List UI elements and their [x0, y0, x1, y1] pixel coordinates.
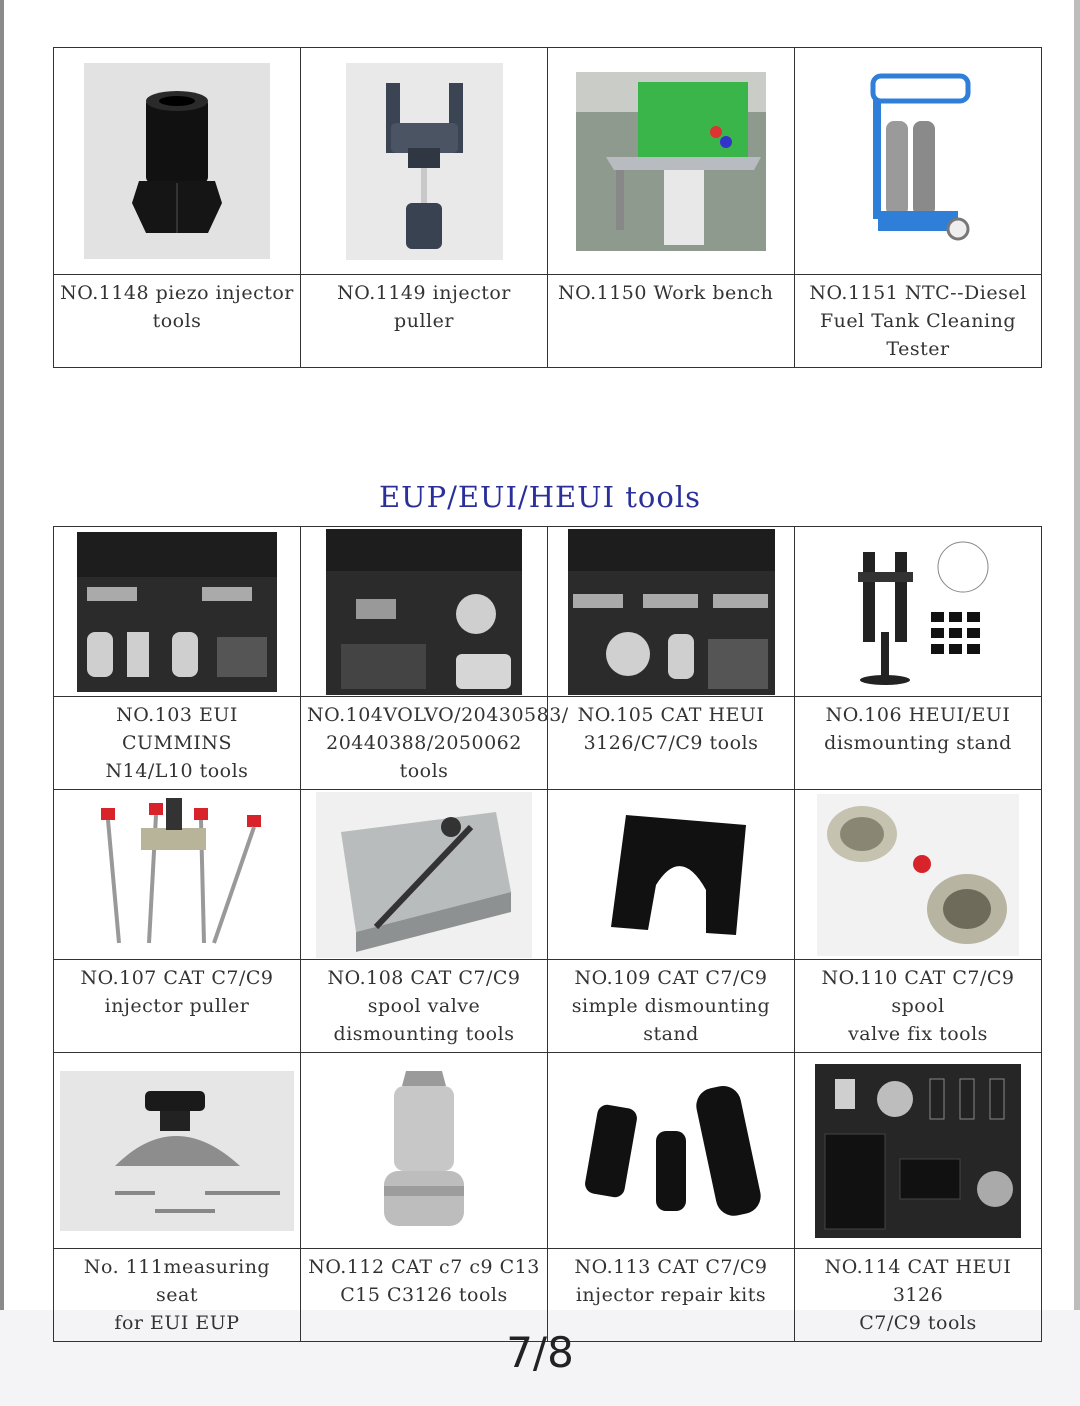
product-image-cell	[54, 527, 301, 697]
product-caption: NO.107 CAT C7/C9 injector puller	[54, 960, 301, 1053]
section-title: EUP/EUI/HEUI tools	[378, 480, 702, 514]
product-caption: NO.104VOLVO/20430583/ 20440388/2050062 tools	[301, 697, 548, 790]
caption-row	[54, 697, 1042, 790]
top-products-table	[53, 47, 1042, 368]
fuel-tank-cleaning-tester-photo	[858, 71, 978, 251]
product-image-cell	[54, 790, 301, 960]
image-row	[54, 48, 1042, 275]
product-image-cell	[54, 1053, 301, 1249]
product-image-cell	[301, 790, 548, 960]
product-image-cell	[301, 48, 548, 275]
product-caption: NO.103 EUI CUMMINS N14/L10 tools	[54, 697, 301, 790]
product-image-cell	[795, 1053, 1042, 1249]
product-caption: NO.109 CAT C7/C9 simple dismounting stand	[548, 960, 795, 1053]
product-caption: NO.113 CAT C7/C9 injector repair kits	[548, 1249, 795, 1342]
product-image-cell	[548, 48, 795, 275]
cat-heui-tool-case-photo	[568, 529, 775, 695]
eup-eui-heui-tools-table	[53, 526, 1042, 1342]
product-image-cell	[795, 790, 1042, 960]
product-caption: NO.114 CAT HEUI 3126 C7/C9 tools	[795, 1249, 1042, 1342]
spool-valve-block-photo	[316, 792, 532, 958]
cat-socket-tool-photo	[374, 1066, 474, 1236]
product-caption: NO.1151 NTC--Diesel Fuel Tank Cleaning Tester	[795, 275, 1042, 368]
image-row	[54, 790, 1042, 960]
product-caption: NO.108 CAT C7/C9 spool valve dismounting tools	[301, 960, 548, 1053]
page-number: 7/8	[506, 1328, 574, 1377]
product-image-cell	[548, 790, 795, 960]
piezo-injector-socket-photo	[84, 63, 270, 259]
product-image-cell	[301, 1053, 548, 1249]
product-caption: NO.1148 piezo injector tools	[54, 275, 301, 368]
product-image-cell	[795, 48, 1042, 275]
product-caption: NO.1150 Work bench	[548, 275, 795, 368]
product-caption: NO.112 CAT c7 c9 C13 C15 C3126 tools	[301, 1249, 548, 1342]
product-image-cell	[548, 1053, 795, 1249]
black-u-plate-photo	[586, 805, 756, 945]
measuring-seat-photo	[60, 1071, 294, 1231]
caption-row	[54, 275, 1042, 368]
eui-cummins-tool-case-photo	[77, 532, 277, 692]
product-image-cell	[795, 527, 1042, 697]
product-image-cell	[548, 527, 795, 697]
page-edge-left	[0, 0, 4, 1310]
injector-puller-photo	[346, 63, 503, 260]
volvo-tool-case-photo	[326, 529, 522, 695]
green-work-bench-photo	[576, 72, 766, 251]
product-caption: No. 111measuring seat for EUI EUP	[54, 1249, 301, 1342]
product-caption: NO.105 CAT HEUI 3126/C7/C9 tools	[548, 697, 795, 790]
heui-eui-dismounting-stand-photo	[843, 532, 993, 692]
caption-row	[54, 960, 1042, 1053]
image-row	[54, 527, 1042, 697]
product-caption: NO.106 HEUI/EUI dismounting stand	[795, 697, 1042, 790]
product-caption: NO.110 CAT C7/C9 spool valve fix tools	[795, 960, 1042, 1053]
cat-injector-puller-photo	[79, 793, 275, 957]
injector-repair-kit-photo	[571, 1076, 771, 1226]
page-edge-right	[1074, 0, 1080, 1310]
image-row	[54, 1053, 1042, 1249]
spool-valve-fix-rings-photo	[817, 794, 1019, 956]
product-caption: NO.1149 injector puller	[301, 275, 548, 368]
product-image-cell	[54, 48, 301, 275]
cat-heui-3126-kit-photo	[815, 1064, 1021, 1238]
product-image-cell	[301, 527, 548, 697]
